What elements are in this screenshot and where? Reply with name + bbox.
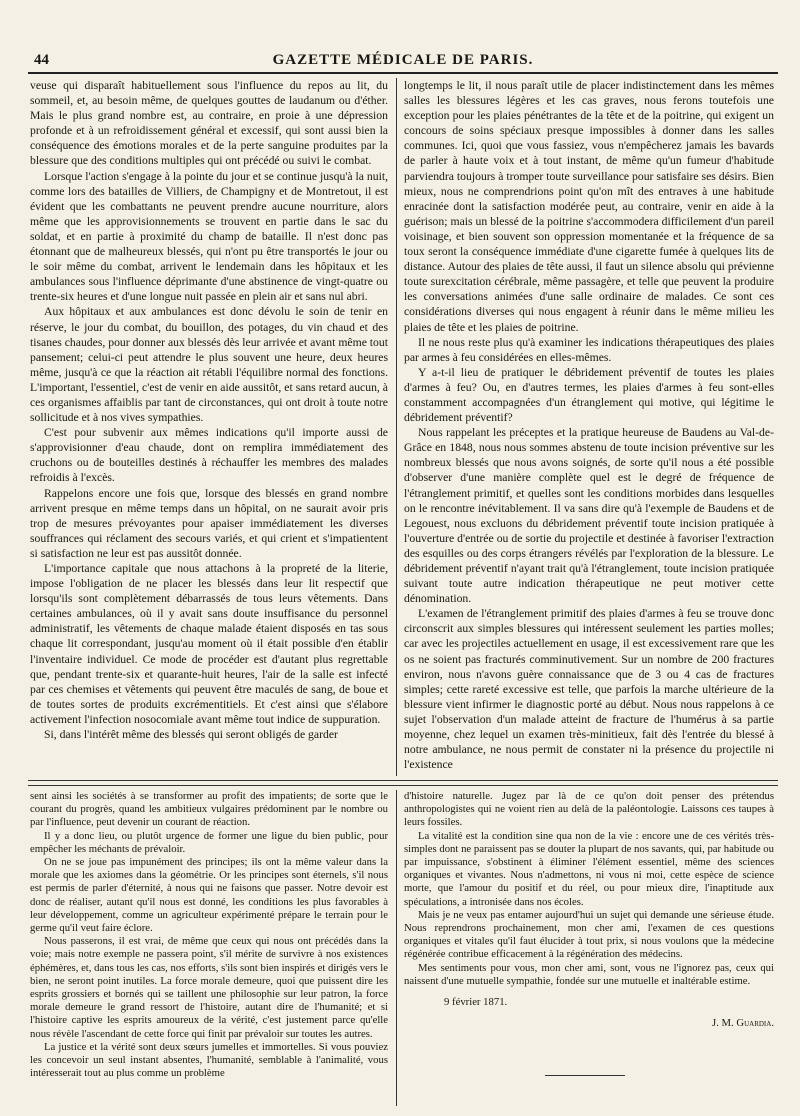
column-divider bbox=[396, 78, 397, 776]
paragraph: Aux hôpitaux et aux ambulances est donc dévolu le soin de tenir en réserve, le jour du combat, du bouillon, des potages, du vin chaud et des tisanes chaudes, pour donner aux blessés dès leur arrivée et avant même tout pansement; celui-ci peut attendre le plus souvent une heure, deux heures même, jusqu'à ce que la réaction ait rétabli l'équilibre normal des fonctions. L'important, l'essentiel, c'est de venir en aide aussitôt, et sans retard aucun, à ces organismes affaiblis par tant de circonstances, qui ont droit à toute notre sollicitude et à nos vives sympathies. bbox=[30, 305, 388, 425]
journal-title: GAZETTE MÉDICALE DE PARIS. bbox=[272, 52, 534, 68]
page-number: 44 bbox=[34, 52, 49, 68]
paragraph: Mes sentiments pour vous, mon cher ami, sont, vous ne l'ignorez pas, ceux qui naissent d'une mutuelle sympathie, fondée sur une mutuelle et inaltérable estime. bbox=[404, 961, 774, 987]
paragraph: La justice et la vérité sont deux sœurs jumelles et immortelles. Si vous pouviez les concevoir un seul instant absentes, l'humanité, semblable à l'animalité, vous intéresserait tout au plus comme un problème bbox=[30, 1040, 388, 1080]
running-header bbox=[28, 50, 778, 74]
paragraph: Il y a donc lieu, ou plutôt urgence de former une ligue du bien public, pour empêcher les méchants de prévaloir. bbox=[30, 829, 388, 855]
paragraph: L'importance capitale que nous attachons à la propreté de la literie, impose l'obligation de ne placer les blessés dans leur lit respectif que lorsqu'ils sont complètement débarrassés de tous leurs vêtements. Dans certaines ambulances, où il y avait sans doute insuffisance du personnel administratif, les vêtements de chaque malade étaient disposés en tas sous chaque lit correspondant, jusqu'au moment où il était possible d'en établir l'inventaire individuel. Ce mode de procéder est d'autant plus regrettable que, pendant trente-six et quarante-huit heures, l'air de la salle est infecté par ces chemises et vêtements qui peuvent être maculés de sang, de boue et de toutes sortes de produits excrémentitiels. Et c'est ainsi que s'élabore activement l'infection nosocomiale avant même tout indice de suppuration. bbox=[30, 562, 388, 726]
paragraph: Y a-t-il lieu de pratiquer le débridement préventif de toutes les plaies d'armes à feu? Ou, en d'autres termes, les plaies d'armes à feu sont-elles constamment accompagnées d'un étranglement qui motive, qui légitime le débridement préventif? bbox=[404, 365, 774, 425]
paragraph: veuse qui disparaît habituellement sous l'influence du repos au lit, du sommeil, et, au besoin même, de quelques gouttes de laudanum ou d'éther. Mais le plus grand nombre est, au contraire, en proie à une dépression profonde et à un refroidissement général et excessif, qui sont aussi bien la conséquence des émotions morales et de la perte sanguine produites par la blessure que des conditions multiples qui ont précédé ou suivi le combat. bbox=[30, 79, 388, 168]
paragraph: d'histoire naturelle. Jugez par là de ce qu'on doit penser des prétendus anthropologistes qui ne voient rien au delà de la paléontologie. Laissons ces taupes à leurs fossiles. bbox=[404, 790, 774, 829]
paragraph: sent ainsi les sociétés à se transformer au profit des impatients; de sorte que le courant du progrès, quand les ambitieux vulgaires prédominent par le nombre ou par l'influence, peut devenir un courant de réaction. bbox=[30, 790, 388, 829]
paragraph: Mais je ne veux pas entamer aujourd'hui un sujet qui demande une sérieuse étude. Nous reprendrons prochainement, mon cher ami, l'examen de ces questions organiques et vitales qu'il faut élucider à tout prix, si nous voulons que la médecine régénérée contribue efficacement à la régénération des médecins. bbox=[404, 908, 774, 961]
paragraph: Nous rappelant les préceptes et la pratique heureuse de Baudens au Val-de-Grâce en 1848, nous nous sommes abstenu de toute incision préventive sur les nombreux blessés que nous avons soignés, de sorte qu'il nous a été possible d'observer d'une manière complète quel est le degré de fréquence de l'étranglement primitif, et quelles sont les conditions morbides dans lesquelles on le rencontre inévitablement. Il va sans dire qu'à l'exemple de Baudens et de Legouest, nous excluons du débridement préventif toute incision pratiquée à l'ouverture d'entrée ou de sortie du projectile et destinée à favoriser l'extraction des esquilles ou des corps étrangers révélés par l'exploration de la blessure. Le débridement préventif n'ayant trait qu'à l'étranglement, toute incision pratiquée suivant toute autre indication thérapeutique ne peut motiver cette dénomination. bbox=[404, 426, 774, 606]
paragraph: Nous passerons, il est vrai, de même que ceux qui nous ont précédés dans la voie; mais notre exemple ne passera point, s'il mérite de survivre à nos existences éphémères, et, dans tous les cas, nos efforts, s'ils sont bien inspirés et dirigés vers le bien, ne seront point inutiles. La force morale demeure, quoi que puissent dire les esprits grossiers et bornés qui se taillent une philosophie sur leur patron, la force morale demeure le grand ressort de l'histoire, autant dire de l'humanité; et si l'histoire captive les esprits amoureux de la vérité, c'est justement parce qu'elle nous révèle l'ascendant de cette force qui finit par prévaloir sur toutes les autres. bbox=[30, 935, 388, 1040]
paragraph: L'examen de l'étranglement primitif des plaies d'armes à feu se trouve donc circonscrit aux simples blessures qui intéressent seulement les parties molles; car avec les projectiles actuellement en usage, il est excessivement rare que les os ne soient pas fracturés comminutivement. Sur un nombre de 200 fractures environ, nous n'avons guère connaissance que de 3 ou 4 cas de fractures simples; cette rareté excessive est telle, que parfois la marche ultérieure de la blessure vient infirmer le diagnostic porté au début. Nous nous rappelons à ce sujet l'observation d'un malade atteint de fracture de l'humérus à sa partie moyenne, chez lequel un examen très-minitieux, fait dès l'entrée du blessé à notre ambulance, ne nous permit de constater ni la présence du projectile ni l'existence bbox=[404, 607, 774, 772]
author-signature: J. M. Guardia. bbox=[712, 1017, 774, 1030]
feuilleton-separator bbox=[28, 780, 778, 786]
upper-left-column bbox=[30, 78, 388, 742]
letter-date: 9 février 1871. bbox=[444, 996, 508, 1009]
lower-right-column bbox=[404, 790, 774, 1030]
closing-rule bbox=[545, 1075, 625, 1076]
lower-left-column bbox=[30, 790, 388, 1080]
paragraph: Lorsque l'action s'engage à la pointe du jour et se continue jusqu'à la nuit, comme lors des batailles de Villiers, de Champigny et de Montretout, il est évident que les combattants ne peuvent prendre aucune nourriture, alors même que les approvisionnements se trouvent en partie dans le sac du soldat, et en partie à proximité du champ de bataille. Il n'est donc pas étonnant que de malheureux blessés, qui n'ont pu être transportés le jour ou le soir même du combat, arrivent le lendemain dans les hôpitaux et les ambulances sous l'influence déprimante d'une abstinence de vingt-quatre ou trente-six heures et d'une longue nuit passée en plein air et sans nul abri. bbox=[30, 169, 388, 304]
column-divider bbox=[396, 790, 397, 1106]
paragraph: Si, dans l'intérêt même des blessés qui seront obligés de garder bbox=[44, 728, 338, 742]
paragraph: Il ne nous reste plus qu'à examiner les indications thérapeutiques des plaies par armes à feu considérées en elles-mêmes. bbox=[404, 335, 774, 364]
paragraph: On ne se joue pas impunément des principes; ils ont la même valeur dans la morale que les axiomes dans la géométrie. Or les principes sont éternels, s'il nous est permis de parler d'éternité, à nous qui ne faisons que passer. Notre devoir est donc de réaliser, autant qu'il nous est donné, les conditions les plus favorables à leur développement, comme un agriculteur expérimenté prépare le terrain pour le germe qu'il veut faire éclore. bbox=[30, 856, 388, 935]
paragraph: Rappelons encore une fois que, lorsque des blessés en grand nombre arrivent presque en même temps dans un hôpital, on ne saurait avoir pris trop de mesures prévoyantes pour apaiser immédiatement les diverses souffrances qui réclament des secours variés, et qui crient et s'impatientent si satisfaction ne leur est pas aussitôt donnée. bbox=[30, 486, 388, 560]
paragraph: longtemps le lit, il nous paraît utile de placer indistinctement dans les mêmes salles les blessures légères et les cas graves, nous ferons toutefois une exception pour les plaies pénétrantes de la tête et de la poitrine, qui exigent un concours de soins spéciaux presque impossibles à donner dans les salles communes. Ici, quoi que vous fassiez, vous n'empêcherez jamais les bavards de parler à haute voix et à tout instant, de même qu'un fumeur d'habitude parviendra toujours à tromper toute surveillance pour satisfaire ses désirs. Bien mieux, nous ne comprendrions point qu'on mît des entraves à une habitude enracinée dont la satisfaction modérée peut, au contraire, venir en aide à la guérison; mais un blessé de la poitrine s'accommodera difficilement d'un pareil voisinage, et bien souvent son oppression momentanée et la fréquence de sa toux seront la conséquence immédiate d'une cigarette fumée à quelques lits de distance. Autour des plaies de tête aussi, il faut un silence absolu qui prévienne toute surexcitation cérébrale, même passagère, et telle que peuvent la produire les conversations animées d'une salle ordinaire de malades. Ce sont ces considérations diverses qui nous engagent à réunir dans le même milieu les plaies de tête et les plaies de poitrine. bbox=[404, 79, 774, 334]
upper-right-column bbox=[404, 78, 774, 772]
paragraph: C'est pour subvenir aux mêmes indications qu'il importe aussi de s'approvisionner d'eau chaude, dont on remplira immédiatement des cruchons ou de bouteilles destinés à réchauffer les membres des malades refroidis à l'excès. bbox=[30, 426, 388, 485]
paragraph: La vitalité est la condition sine qua non de la vie : encore une de ces vérités très-simples dont ne paraissent pas se douter la plupart de nos savants, qui, par habitude ou par impuissance, s'obstinent à éliminer l'élément essentiel, même des sciences organiques et vivantes. Nous n'admettons, ni vous ni moi, cette espèce de science morte, que l'amour du positif et du réel, ou pour mieux dire, l'inaptitude aux spéculations, a intronisée dans nos écoles. bbox=[404, 829, 774, 908]
